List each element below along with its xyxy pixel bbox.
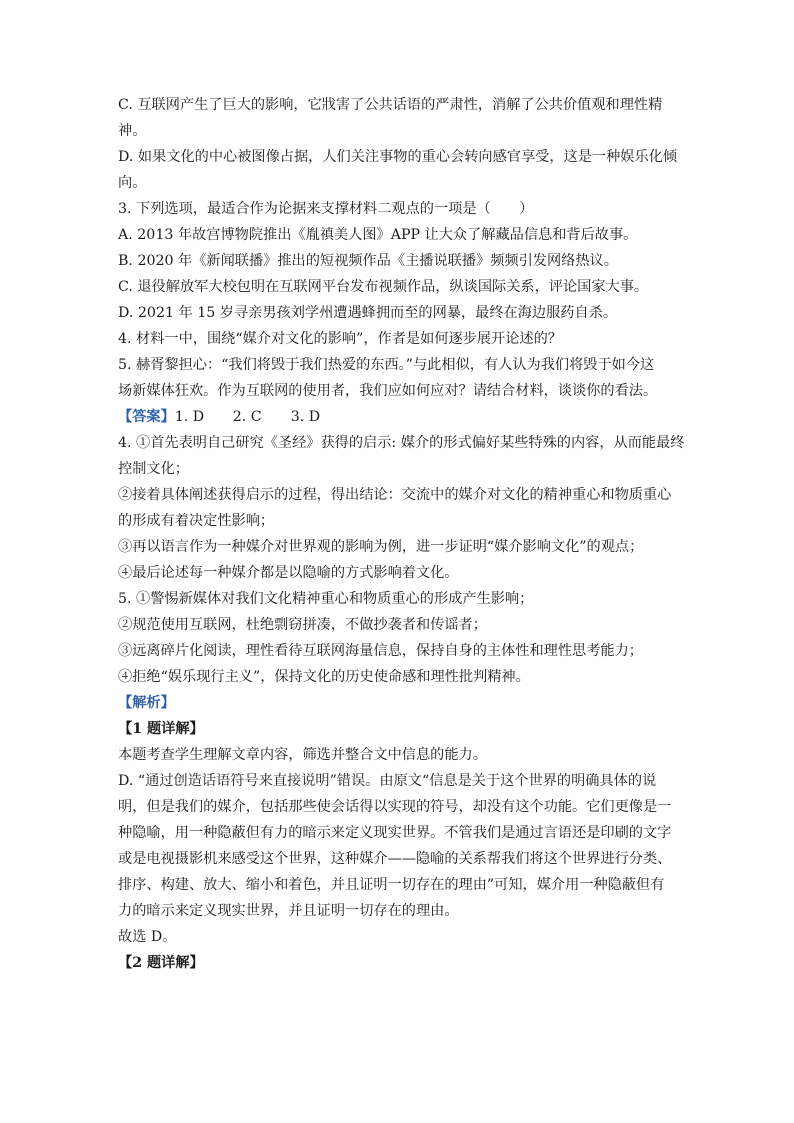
line-text: 【1 题详解】 <box>118 721 204 737</box>
text-line <box>118 456 678 482</box>
text-line <box>118 794 678 820</box>
text-line <box>118 118 678 144</box>
line-text: 故选 D。 <box>118 929 177 945</box>
text-line <box>118 144 678 170</box>
answer-label: 【答案】 <box>118 409 175 425</box>
line-text: D. 2021 年 15 岁寻亲男孩刘学州遭遇蜂拥而至的网暴，最终在海边服药自杀。 <box>118 305 618 321</box>
document-page <box>118 92 685 976</box>
line-text: 4. ①首先表明自己研究《圣经》获得的启示: 媒介的形式偏好某些特殊的内容，从而能最终 <box>118 435 685 451</box>
line-text: D. 如果文化的中心被图像占据，人们关注事物的重心会转向感官享受，这是一种娱乐化倾 <box>118 149 678 165</box>
text-line <box>118 274 678 300</box>
text-line <box>118 92 678 118</box>
line-text: 本题考查学生理解文章内容，筛选并整合文中信息的能力。 <box>118 747 487 763</box>
line-text: 神。 <box>118 123 147 139</box>
text-line <box>118 820 678 846</box>
line-text: ③再以语言作为一种媒介对世界观的影响为例，进一步证明“媒介影响文化”的观点； <box>118 539 644 555</box>
answer-line <box>118 404 678 430</box>
line-text: 场新媒体狂欢。作为互联网的使用者，我们应如何应对？请结合材料，谈谈你的看法。 <box>118 383 658 399</box>
text-line <box>118 430 685 456</box>
line-text: 种隐喻，用一种隐蔽但有力的暗示来定义现实世界。不管我们是通过言语还是印刷的文字 <box>118 825 672 841</box>
text-line <box>118 768 678 794</box>
subsection-heading <box>118 950 678 976</box>
line-text: ③远离碎片化阅读，理性看待互联网海量信息，保持自身的主体性和理性思考能力； <box>118 643 643 659</box>
line-text: 3. 下列选项，最适合作为论据来支撑材料二观点的一项是（ ） <box>118 201 534 217</box>
line-text: C. 互联网产生了巨大的影响，它戕害了公共话语的严肃性，消解了公共价值观和理性精 <box>118 97 663 113</box>
text-line <box>118 846 678 872</box>
subsection-heading <box>118 716 678 742</box>
line-text: 【2 题详解】 <box>118 955 204 971</box>
text-line <box>118 508 678 534</box>
text-line <box>118 170 678 196</box>
answer-item: 1. D <box>174 409 205 425</box>
line-text: 向。 <box>118 175 147 191</box>
text-line <box>118 222 678 248</box>
line-text: 4. 材料一中，围绕“媒介对文化的影响”，作者是如何逐步展开论述的？ <box>118 331 562 347</box>
text-line <box>118 326 678 352</box>
line-text: ④最后论述每一种媒介都是以隐喻的方式影响着文化。 <box>118 565 459 581</box>
text-line <box>118 378 678 404</box>
line-text: 的形成有着决定性影响； <box>118 513 275 529</box>
line-text: 【解析】 <box>118 695 175 711</box>
line-text: A. 2013 年故宫博物院推出《胤禛美人图》APP 让大众了解藏品信息和背后故事。 <box>118 227 638 243</box>
line-text: ②规范使用互联网，杜绝剽窃拼凑，不做抄袭者和传谣者； <box>118 617 487 633</box>
text-line <box>118 664 678 690</box>
text-line <box>118 872 678 898</box>
line-text: 或是电视摄影机来感受这个世界，这种媒介——隐喻的关系帮我们将这个世界进行分类、 <box>118 851 672 867</box>
line-text: 力的暗示来定义现实世界，并且证明一切存在的理由。 <box>118 903 459 919</box>
answer-item: 2. C <box>232 409 262 425</box>
text-line <box>118 612 678 638</box>
line-text: 5. 赫胥黎担心：“我们将毁于我们热爱的东西。”与此相似，有人认为我们将毁于如今这 <box>118 357 655 373</box>
text-line <box>118 300 678 326</box>
line-text: B. 2020 年《新闻联播》推出的短视频作品《主播说联播》频频引发网络热议。 <box>118 253 618 269</box>
text-line <box>118 924 678 950</box>
text-line <box>118 560 678 586</box>
line-text: D. “通过创造话语符号来直接说明”错误。由原文“信息是关于这个世界的明确具体的说 <box>118 773 657 789</box>
line-text: ④拒绝“娱乐现行主义”，保持文化的历史使命感和理性批判精神。 <box>118 669 530 685</box>
text-line <box>118 248 678 274</box>
line-text: 排序、构建、放大、缩小和着色，并且证明一切存在的理由”可知，媒介用一种隐蔽但有 <box>118 877 665 893</box>
section-heading <box>118 690 678 716</box>
line-text: 明，但是我们的媒介，包括那些使会话得以实现的符号，却没有这个功能。它们更像是一 <box>118 799 672 815</box>
text-line <box>118 196 678 222</box>
text-line <box>118 898 678 924</box>
text-line <box>118 482 678 508</box>
text-line <box>118 638 678 664</box>
text-line <box>118 586 678 612</box>
text-line <box>118 534 678 560</box>
line-text: C. 退役解放军大校包明在互联网平台发布视频作品，纵谈国际关系，评论国家大事。 <box>118 279 649 295</box>
text-line <box>118 742 678 768</box>
line-text: 控制文化； <box>118 461 189 477</box>
line-text: 5. ①警惕新媒体对我们文化精神重心和物质重心的形成产生影响； <box>118 591 534 607</box>
text-line <box>118 352 678 378</box>
line-text: ②接着具体阐述获得启示的过程，得出结论：交流中的媒介对文化的精神重心和物质重心 <box>118 487 672 503</box>
answer-item: 3. D <box>290 409 321 425</box>
